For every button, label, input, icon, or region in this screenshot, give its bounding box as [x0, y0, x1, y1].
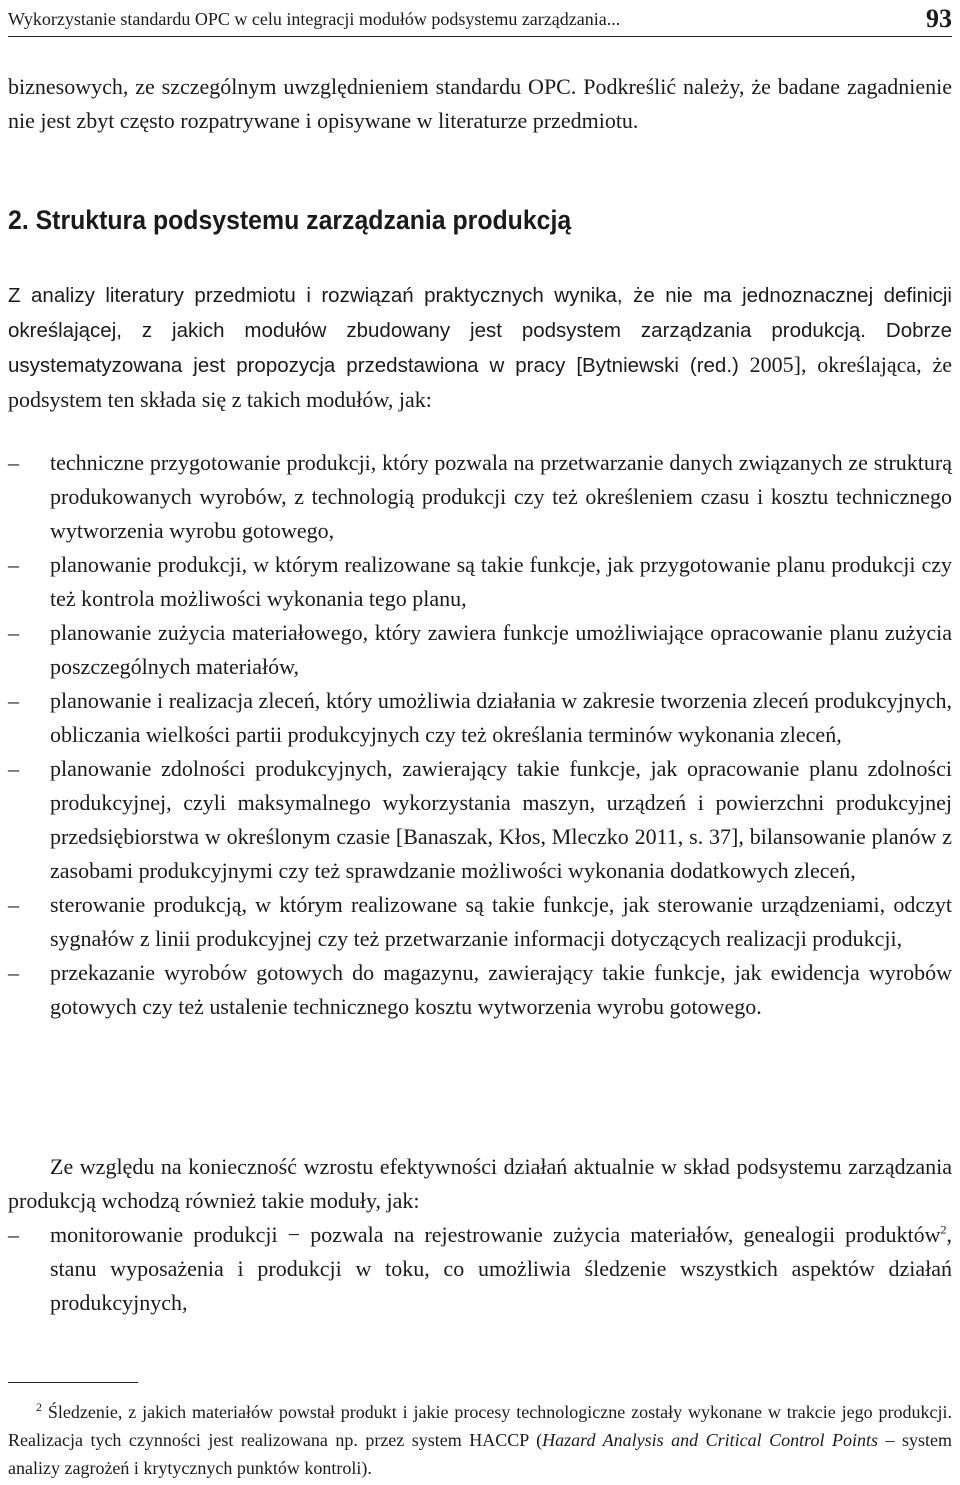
footnote-mark: 2 [36, 1400, 42, 1414]
list-item [8, 684, 952, 752]
section-paragraph-2: Ze względu na konieczność wzrostu efektywności działań aktualnie w skład podsystemu zarządzania produkcją wchodzą również takie moduły, jak: [8, 1154, 952, 1213]
list-dash: – [8, 688, 19, 713]
list-item [8, 548, 952, 616]
list-dash: – [8, 552, 19, 577]
running-header [8, 6, 952, 37]
list-dash: – [8, 1222, 19, 1247]
list-item-text: techniczne przygotowanie produkcji, który pozwala na przetwarzanie danych związanych ze strukturą produkowanych wyrobów, z technologią produkcji czy też określeniem czasu i kosztu technicznego wytworzenia wyrobu gotowego, [50, 450, 952, 543]
list-item-text-before: monitorowanie produkcji − pozwala na rejestrowanie zużycia materiałów, genealogii produktów [50, 1222, 941, 1247]
list-item-text: planowanie zdolności produkcyjnych, zawierający takie funkcje, jak opracowanie planu zdolności produkcyjnej, czyli maksymalnego wykorzystania maszyn, urządzeń i powierzchni produkcyjnej przedsiębiorstwa w określonym czasie [Banaszak, Kłos, Mleczko 2011, s. 37], bilansowanie planów z zasobami produkcyjnymi czy też sprawdzanie możliwości wykonania dodatkowych zleceń, [50, 756, 952, 883]
list-item [8, 616, 952, 684]
intro-paragraph: biznesowych, ze szczególnym uwzględnieniem standardu OPC. Podkreślić należy, że badane zagadnienie nie jest zbyt często rozpatrywane i opisywane w literaturze przedmiotu. [8, 74, 952, 133]
list-item-text: planowanie i realizacja zleceń, który umożliwia działania w zakresie tworzenia zleceń produkcyjnych, obliczania wielkości partii produkcyjnych czy też określania terminów wykonania zleceń, [50, 688, 952, 747]
footnote-text-after: – system analizy zagrożeń i krytycznych punktów kontroli). [8, 1430, 952, 1478]
list-item [8, 956, 952, 1024]
paragraph-1-sans-part: Z analizy literatury przedmiotu i rozwiązań praktycznych wynika, że nie ma jednoznacznej definicji określającej, z jakich modułów zbudowany jest podsystem zarządzania produkcją. Dobrze usystematyzowana jest propozycja przedstawiona w pracy [Bytniewski (red.) [8, 284, 952, 377]
list-item-text: przekazanie wyrobów gotowych do magazynu, zawierający takie funkcje, jak ewidencja wyrobów gotowych czy też ustalenie technicznego kosztu wytworzenia wyrobu gotowego. [50, 960, 952, 1019]
list-item [8, 888, 952, 956]
list-item [8, 1218, 952, 1320]
footnote-reference: 2 [940, 1222, 947, 1237]
page-number: 93 [926, 4, 952, 33]
module-list [8, 446, 952, 1024]
list-dash: – [8, 756, 19, 781]
list-dash: – [8, 892, 19, 917]
list-item-text: planowanie zużycia materiałowego, który zawiera funkcje umożliwiające opracowanie planu zużycia poszczególnych materiałów, [50, 620, 952, 679]
list-dash: – [8, 960, 19, 985]
list-dash: – [8, 450, 19, 475]
footnote-text-before: Śledzenie, z jakich materiałów powstał produkt i jakie procesy technologiczne zostały wykonane w trakcie jego produkcji. Realizacja tych czynności jest realizowana np. przez system HACCP ( [8, 1402, 952, 1450]
section-heading: 2. Struktura podsystemu zarządzania produkcją [8, 205, 572, 235]
list-dash: – [8, 620, 19, 645]
section-paragraph-1 [8, 278, 952, 417]
list-item-text: sterowanie produkcją, w którym realizowane są takie funkcje, jak sterowanie urządzeniami, odczyt sygnałów z linii produkcyjnej czy też przetwarzanie informacji dotyczących realizacji produkcji, [50, 892, 952, 951]
list-item [8, 446, 952, 548]
list-item-text: planowanie produkcji, w którym realizowane są takie funkcje, jak przygotowanie planu produkcji czy też kontrola możliwości wykonania tego planu, [50, 552, 952, 611]
list-item [8, 752, 952, 888]
running-title: Wykorzystanie standardu OPC w celu integracji modułów podsystemu zarządzania... [8, 9, 621, 29]
paragraph-1-serif-part: 2005], określająca, że podsystem ten składa się z takich modułów, jak: [8, 352, 952, 412]
footnote [8, 1398, 952, 1482]
footnote-italic-term: Hazard Analysis and Critical Control Points [542, 1430, 878, 1450]
additional-module-list [8, 1218, 952, 1320]
list-item-text-after: , stanu wyposażenia i produkcji w toku, co umożliwia śledzenie wszystkich aspektów działań produkcyjnych, [50, 1222, 952, 1315]
footnote-divider [8, 1382, 138, 1383]
